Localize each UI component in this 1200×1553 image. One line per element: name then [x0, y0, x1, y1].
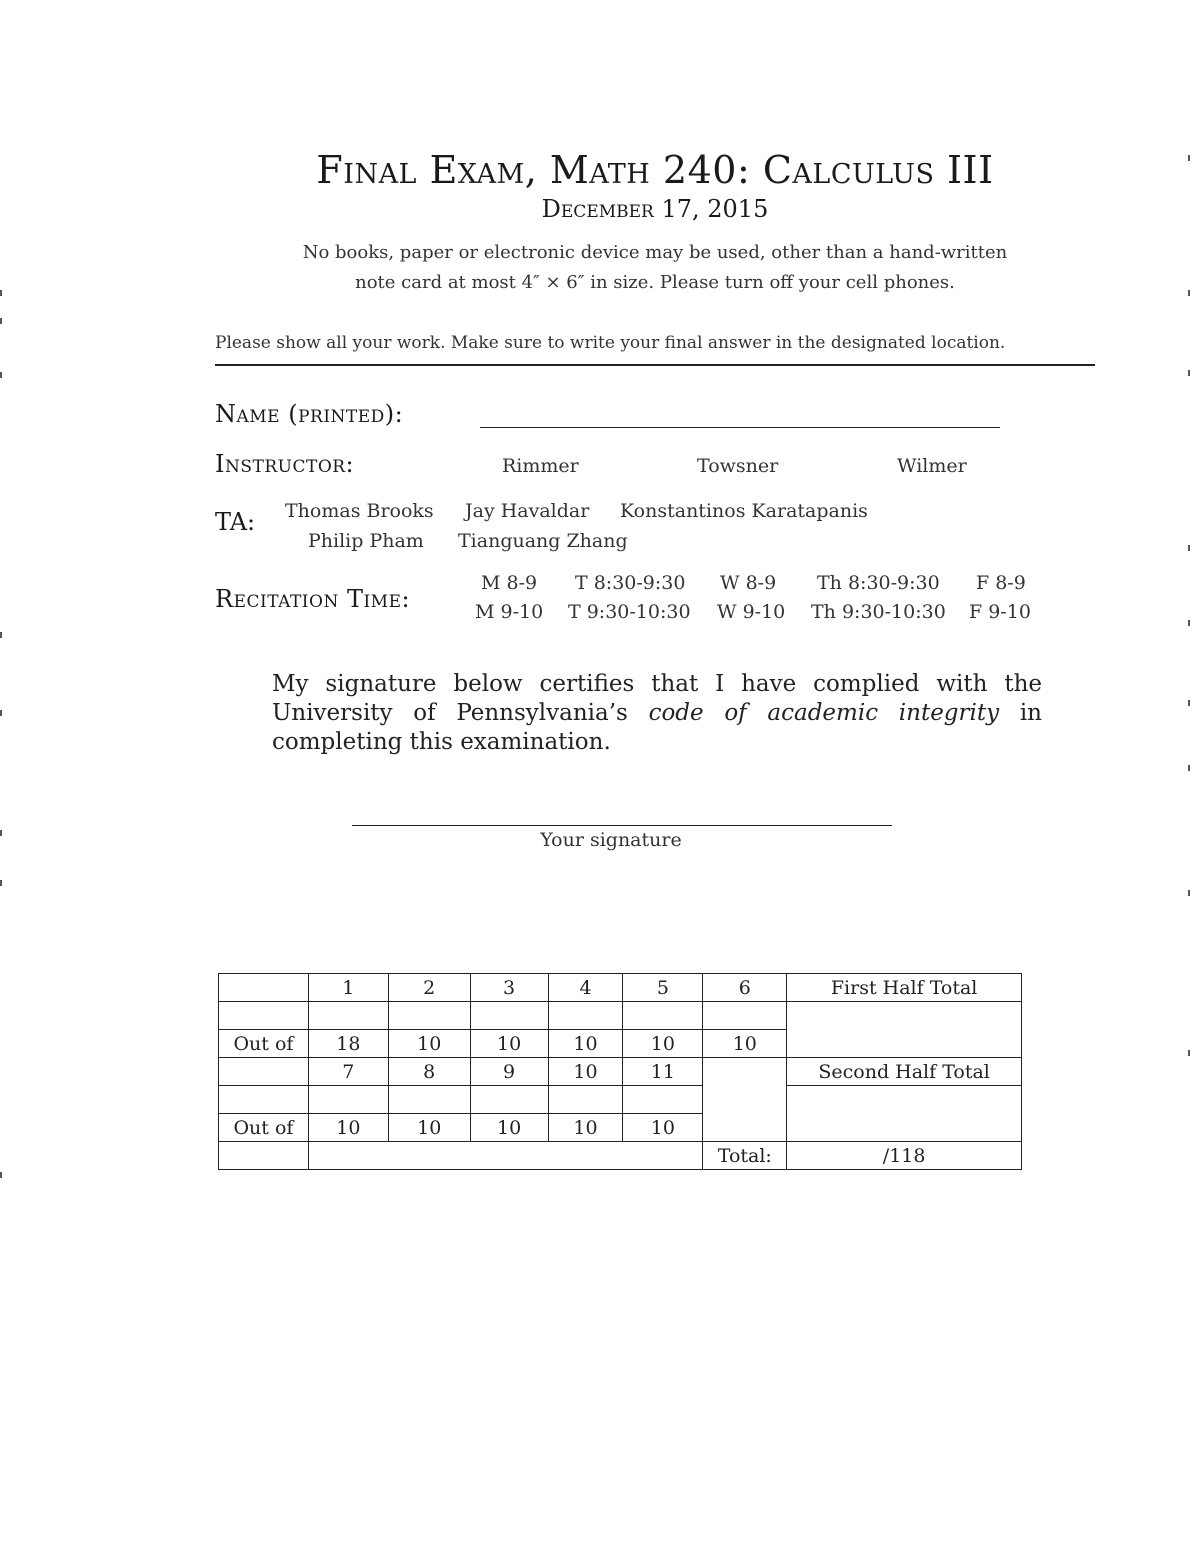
first-half-total-cell[interactable] [787, 1002, 1022, 1058]
score-cell[interactable] [548, 1086, 623, 1114]
ta-option[interactable]: Jay Havaldar [465, 500, 590, 522]
problem-number: 8 [388, 1058, 470, 1086]
scan-speck [0, 632, 2, 638]
table-cell [308, 1142, 702, 1170]
problem-number: 9 [470, 1058, 548, 1086]
scan-speck [0, 372, 2, 378]
score-cell[interactable] [623, 1002, 703, 1030]
problem-number: 1 [308, 974, 388, 1002]
scan-speck [1188, 290, 1190, 296]
statement-text-end: in completing this examination. [272, 700, 1042, 755]
table-cell [703, 1058, 787, 1142]
instructor-option-towsner[interactable]: Towsner [697, 455, 779, 477]
ta-option[interactable]: Tianguang Zhang [458, 530, 628, 552]
name-field[interactable] [480, 427, 1000, 428]
second-half-total-label: Second Half Total [787, 1058, 1022, 1086]
score-cell[interactable] [308, 1086, 388, 1114]
recitation-label: Recitation Time: [215, 585, 411, 613]
table-row [219, 1058, 1022, 1086]
table-row [219, 1142, 1022, 1170]
problem-number: 3 [470, 974, 548, 1002]
table-row [219, 1086, 1022, 1114]
statement-text: My signature below certifies that I have complied with the University of Pennsylvania’s [272, 671, 1042, 726]
out-of-label: Out of [219, 1114, 309, 1142]
table-row [219, 974, 1022, 1002]
scan-speck [1188, 545, 1190, 551]
points-cell: 10 [470, 1114, 548, 1142]
signature-field[interactable] [352, 825, 892, 826]
instructor-label: Instructor: [215, 450, 355, 478]
problem-number: 4 [548, 974, 623, 1002]
rules-line-1: No books, paper or electronic device may be used, other than a hand-written [302, 242, 1008, 263]
ta-option[interactable]: Konstantinos Karatapanis [620, 500, 868, 522]
statement-emphasis: code of academic integrity [648, 700, 1000, 726]
name-label: Name (printed): [215, 400, 404, 428]
score-cell[interactable] [388, 1002, 470, 1030]
scan-speck [0, 290, 2, 296]
score-cell[interactable] [308, 1002, 388, 1030]
table-cell [219, 1086, 309, 1114]
exam-rules [250, 238, 1060, 298]
recitation-option[interactable]: F 9-10 [969, 601, 1031, 623]
recitation-option[interactable]: M 9-10 [475, 601, 544, 623]
points-cell: 10 [470, 1030, 548, 1058]
problem-number: 7 [308, 1058, 388, 1086]
score-cell[interactable] [703, 1002, 787, 1030]
integrity-statement [272, 670, 1042, 757]
points-cell: 10 [623, 1030, 703, 1058]
score-cell[interactable] [548, 1002, 623, 1030]
out-of-label: Out of [219, 1030, 309, 1058]
problem-number: 10 [548, 1058, 623, 1086]
points-cell: 10 [548, 1030, 623, 1058]
points-cell: 18 [308, 1030, 388, 1058]
score-cell[interactable] [388, 1086, 470, 1114]
score-cell[interactable] [470, 1086, 548, 1114]
scan-speck [1188, 620, 1190, 626]
instructor-option-wilmer[interactable]: Wilmer [897, 455, 967, 477]
points-cell: 10 [623, 1114, 703, 1142]
points-cell: 10 [308, 1114, 388, 1142]
rules-line-2: note card at most 4″ × 6″ in size. Please turn off your cell phones. [355, 272, 955, 293]
total-value[interactable]: /118 [787, 1142, 1022, 1170]
first-half-total-label: First Half Total [787, 974, 1022, 1002]
score-cell[interactable] [470, 1002, 548, 1030]
ta-option[interactable]: Philip Pham [308, 530, 424, 552]
ta-option[interactable]: Thomas Brooks [285, 500, 434, 522]
recitation-option[interactable]: W 9-10 [717, 601, 786, 623]
scan-speck [1188, 700, 1190, 706]
instructions: Please show all your work. Make sure to write your final answer in the designated location. [215, 333, 1006, 353]
exam-title: Final Exam, Math 240: Calculus III [316, 148, 994, 192]
table-cell [219, 974, 309, 1002]
points-cell: 10 [703, 1030, 787, 1058]
points-cell: 10 [548, 1114, 623, 1142]
table-cell [219, 1142, 309, 1170]
second-half-total-cell[interactable] [787, 1086, 1022, 1142]
scan-speck [0, 880, 2, 886]
recitation-option[interactable]: T 9:30-10:30 [568, 601, 691, 623]
exam-date: December 17, 2015 [541, 195, 769, 223]
signature-label: Your signature [540, 829, 682, 851]
recitation-option[interactable]: F 8-9 [976, 572, 1026, 594]
recitation-option[interactable]: M 8-9 [481, 572, 538, 594]
recitation-option[interactable]: W 8-9 [720, 572, 777, 594]
instructor-option-rimmer[interactable]: Rimmer [502, 455, 579, 477]
score-table [218, 973, 1022, 1170]
scan-speck [0, 710, 2, 716]
scan-speck [0, 830, 2, 836]
table-row [219, 1002, 1022, 1030]
problem-number: 2 [388, 974, 470, 1002]
recitation-option[interactable]: Th 9:30-10:30 [811, 601, 946, 623]
ta-label: TA: [215, 508, 256, 536]
total-label: Total: [703, 1142, 787, 1170]
scan-speck [1188, 765, 1190, 771]
scan-speck [0, 318, 2, 324]
table-cell [219, 1002, 309, 1030]
points-cell: 10 [388, 1030, 470, 1058]
recitation-option[interactable]: Th 8:30-9:30 [817, 572, 940, 594]
scan-speck [1188, 1050, 1190, 1056]
problem-number: 6 [703, 974, 787, 1002]
scan-speck [1188, 370, 1190, 376]
recitation-option[interactable]: T 8:30-9:30 [575, 572, 686, 594]
points-cell: 10 [388, 1114, 470, 1142]
problem-number: 11 [623, 1058, 703, 1086]
scan-speck [1188, 890, 1190, 896]
score-cell[interactable] [623, 1086, 703, 1114]
divider [215, 364, 1095, 366]
scan-speck [0, 1172, 2, 1178]
scan-speck [1188, 155, 1190, 161]
table-cell [219, 1058, 309, 1086]
problem-number: 5 [623, 974, 703, 1002]
